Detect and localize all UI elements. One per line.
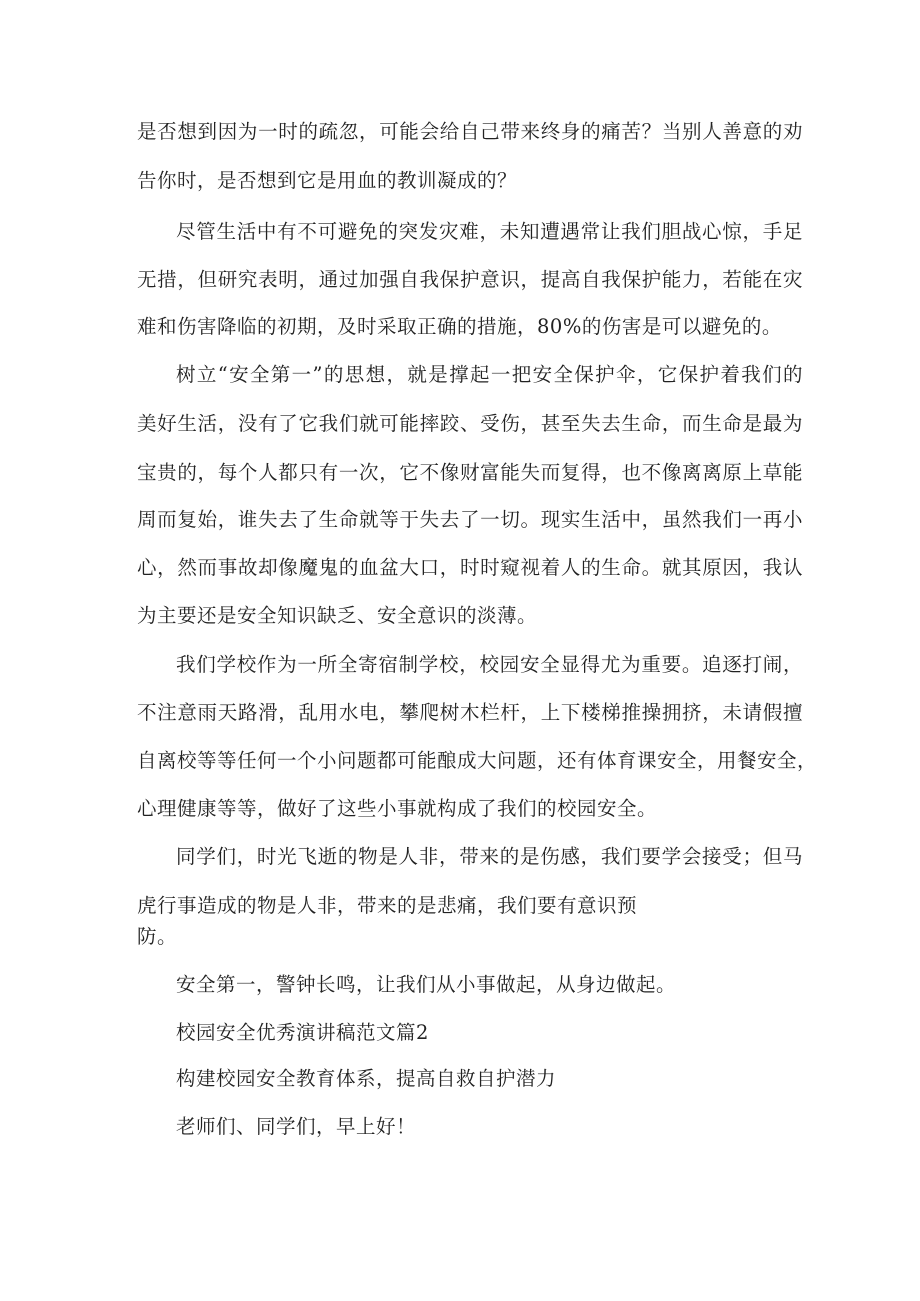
section-subtitle: 构建校园安全教育体系，提高自救自护潜力 xyxy=(176,1067,557,1090)
greeting-line: 老师们、同学们，早上好！ xyxy=(176,1115,417,1138)
text-line: 为主要还是安全知识缺乏、安全意识的淡薄。 xyxy=(137,604,538,627)
text-line: 告你时，是否想到它是用血的教训凝成的？ xyxy=(137,169,518,192)
text-line: 难和伤害降临的初期，及时采取正确的措施，80%的伤害是可以避免的。 xyxy=(137,315,782,338)
text-line: 心，然而事故却像魔鬼的血盆大口，时时窥视着人的生命。就其原因，我认 xyxy=(137,556,803,579)
text-line: 美好生活，没有了它我们就可能摔跤、受伤，甚至失去生命，而生命是最为 xyxy=(137,412,803,435)
text-line: 同学们，时光飞逝的物是人非，带来的是伤感，我们要学会接受；但马 xyxy=(176,845,803,868)
text-line: 周而复始，谁失去了生命就等于失去了一切。现实生活中，虽然我们一再小 xyxy=(137,508,803,531)
text-line: 心理健康等等，做好了这些小事就构成了我们的校园安全。 xyxy=(137,797,658,820)
text-line: 我们学校作为一所全寄宿制学校，校园安全显得尤为重要。追逐打闹， xyxy=(176,653,803,676)
section-heading: 校园安全优秀演讲稿范文篇2 xyxy=(176,1021,429,1044)
text-line: 不注意雨天路滑，乱用水电，攀爬树木栏杆，上下楼梯推操拥挤，未请假擅 xyxy=(137,701,803,724)
text-line: 虎行事造成的物是人非，带来的是悲痛，我们要有意识预 xyxy=(137,894,638,917)
text-line: 无措，但研究表明，通过加强自我保护意识，提高自我保护能力，若能在灾 xyxy=(137,268,803,291)
text-line: 自离校等等任何一个小问题都可能酿成大问题，还有体育课安全，用餐安全， xyxy=(137,749,818,772)
text-line: 安全第一，警钟长鸣，让我们从小事做起，从身边做起。 xyxy=(176,973,677,996)
text-line: 是否想到因为一时的疏忽，可能会给自己带来终身的痛苦？当别人善意的劝 xyxy=(137,120,803,143)
text-line: 尽管生活中有不可避免的突发灾难，未知遭遇常让我们胆战心惊，手足 xyxy=(176,220,803,243)
text-line: 防。 xyxy=(137,925,178,948)
text-line: 宝贵的，每个人都只有一次，它不像财富能失而复得，也不像离离原上草能 xyxy=(137,461,803,484)
text-line: 树立“安全第一”的思想，就是撑起一把安全保护伞，它保护着我们的 xyxy=(176,363,803,386)
